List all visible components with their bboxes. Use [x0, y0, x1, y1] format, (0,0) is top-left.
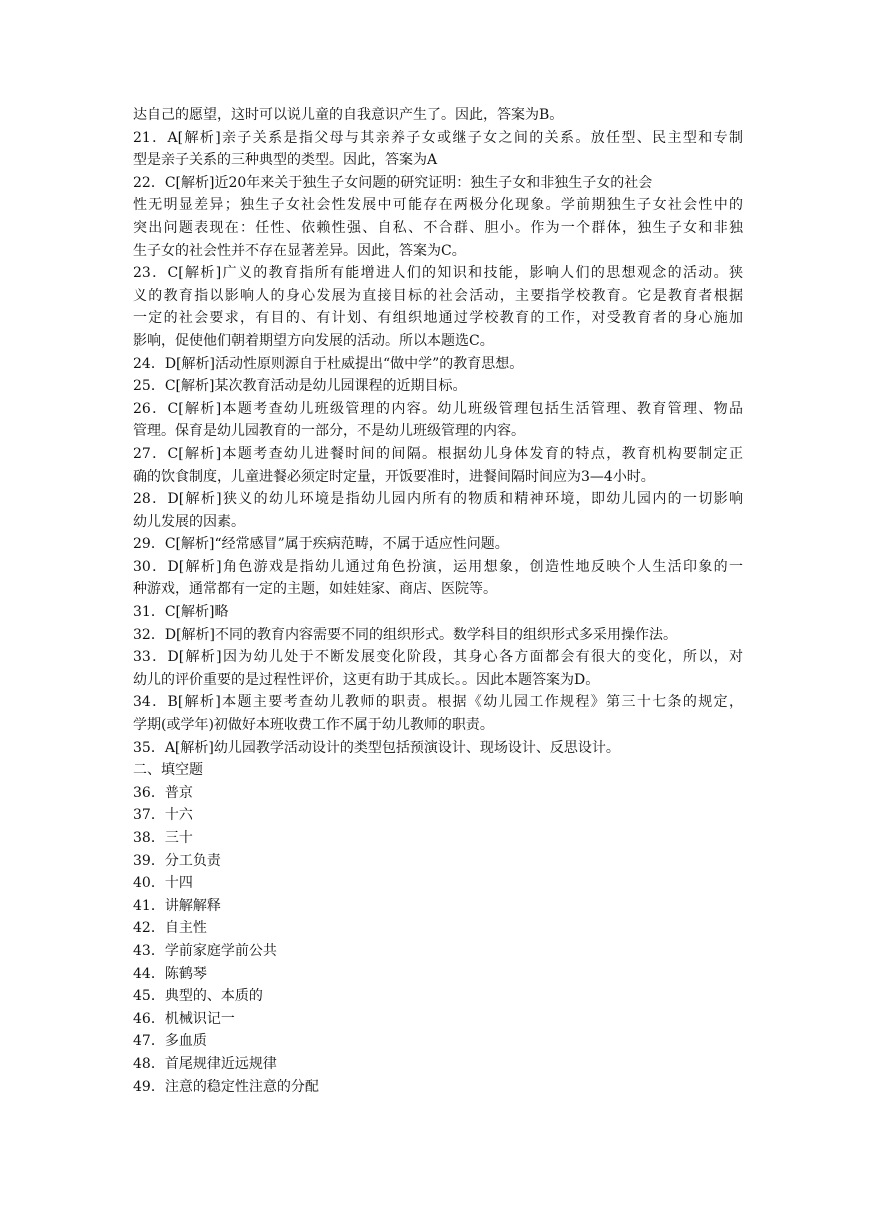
text-line: 达自己的愿望，这时可以说儿童的自我意识产生了。因此，答案为B。	[133, 107, 564, 123]
text-line: 31．C[解析]略	[133, 604, 229, 621]
text-line: 39．分工负责	[133, 852, 221, 869]
text-line: 42．自主性	[133, 920, 207, 937]
text-line: 21．A[解析]亲子关系是指父母与其亲养子女或继子女之间的关系。放任型、民主型和专制	[133, 129, 743, 146]
text-line: 义的教育指以影响人的身心发展为直接目标的社会活动，主要指学校教育。它是教育者根据	[133, 287, 743, 304]
text-line: 22．C[解析]近20年来关于独生子女问题的研究证明：独生子女和非独生子女的社会	[133, 174, 653, 191]
text-line: 27．C[解析]本题考查幼儿进餐时间的间隔。根据幼儿身体发育的特点，教育机构要制定正	[133, 445, 743, 462]
text-line: 幼儿发展的因素。	[133, 513, 245, 530]
text-line: 型是亲子关系的三种典型的类型。因此，答案为A	[133, 152, 438, 169]
text-line: 30．D[解析]角色游戏是指幼儿通过角色扮演，运用想象，创造性地反映个人生活印象的一	[133, 558, 743, 575]
text-line: 49．注意的稳定性注意的分配	[133, 1078, 319, 1095]
text-line: 43．学前家庭学前公共	[133, 942, 277, 959]
text-line: 23．C[解析]广义的教育指所有能增进人们的知识和技能，影响人们的思想观念的活动。狭	[133, 265, 743, 282]
text-line: 32．D[解析]不同的教育内容需要不同的组织形式。数学科目的组织形式多采用操作法。	[133, 626, 677, 643]
text-line: 二、填空题	[133, 762, 203, 779]
text-line: 41．讲解解释	[133, 897, 221, 914]
text-line: 33．D[解析]因为幼儿处于不断发展变化阶段，其身心各方面都会有很大的变化，所以，对	[133, 649, 743, 666]
text-line: 24．D[解析]活动性原则源自于杜威提出“做中学”的教育思想。	[133, 355, 524, 372]
text-line: 性无明显差异；独生子女社会性发展中可能存在两极分化现象。学前期独生子女社会性中的	[133, 197, 743, 214]
text-line: 36．普京	[133, 784, 193, 801]
text-line: 47．多血质	[133, 1033, 207, 1050]
text-line: 44．陈鹤琴	[133, 965, 207, 982]
text-line: 40．十四	[133, 875, 193, 892]
text-line: 29．C[解析]“经常感冒”属于疾病范畴，不属于适应性问题。	[133, 536, 509, 553]
text-line: 突出问题表现在：任性、依赖性强、自私、不合群、胆小。作为一个群体，独生子女和非独	[133, 219, 743, 236]
text-line: 48．首尾规律近远规律	[133, 1055, 277, 1072]
text-line: 生子女的社会性并不存在显著差异。因此，答案为C。	[133, 242, 466, 259]
text-line: 学期(或学年)初做好本班收费工作不属于幼儿教师的职责。	[133, 717, 494, 734]
text-line: 管理。保育是幼儿园教育的一部分，不是幼儿班级管理的内容。	[133, 423, 525, 440]
text-line: 一定的社会要求，有目的、有计划、有组织地通过学校教育的工作，对受教育者的身心施加	[133, 310, 743, 327]
text-line: 46．机械识记一	[133, 1010, 235, 1027]
text-line: 38．三十	[133, 830, 193, 846]
text-line: 35．A[解析]幼儿园教学活动设计的类型包括预演设计、现场设计、反思设计。	[133, 739, 620, 756]
text-line: 45．典型的、本质的	[133, 988, 263, 1005]
text-line: 确的饮食制度，儿童进餐必须定时定量，开饭要准时，进餐间隔时间应为3—4小时。	[133, 468, 655, 485]
text-line: 37．十六	[133, 807, 193, 824]
text-line: 影响，促使他们朝着期望方向发展的活动。所以本题选C。	[133, 332, 494, 349]
text-line: 34．B[解析]本题主要考查幼儿教师的职责。根据《幼儿园工作规程》第三十七条的规定，	[133, 694, 743, 711]
text-line: 25．C[解析]某次教育活动是幼儿园课程的近期目标。	[133, 378, 467, 395]
text-line: 26．C[解析]本题考查幼儿班级管理的内容。幼儿班级管理包括生活管理、教育管理、物品	[133, 400, 743, 417]
text-line: 幼儿的评价重要的是过程性评价，这更有助于其成长。。因此本题答案为D。	[133, 671, 600, 688]
text-line: 28．D[解析]狭义的幼儿环境是指幼儿园内所有的物质和精神环境，即幼儿园内的一切影响	[133, 491, 743, 508]
text-line: 种游戏，通常都有一定的主题，如娃娃家、商店、医院等。	[133, 581, 497, 598]
answer-text-body	[133, 104, 743, 1098]
